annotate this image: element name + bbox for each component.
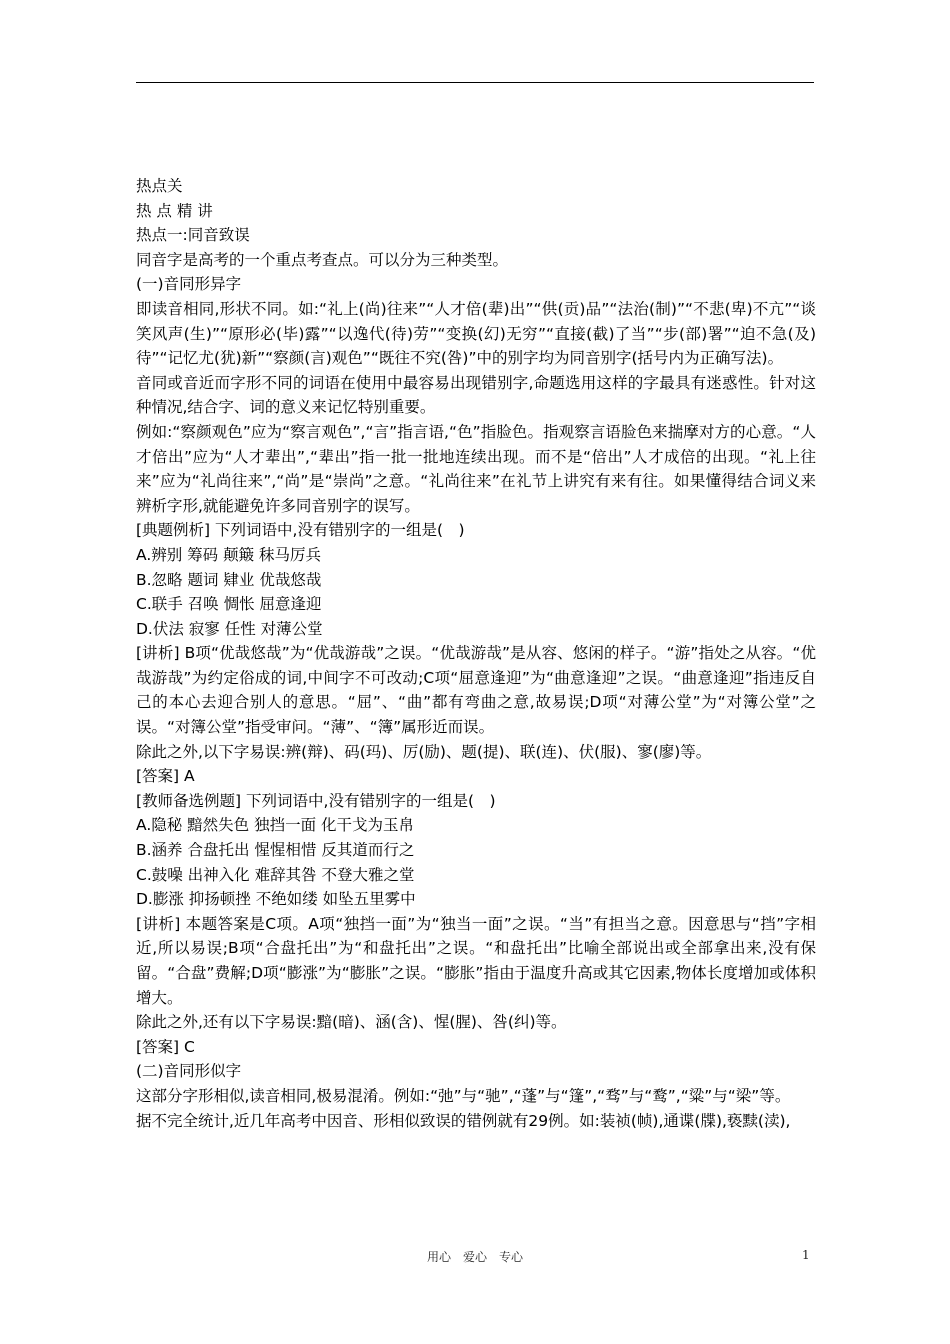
- doc-title: 热点关: [136, 177, 183, 195]
- analysis: [讲析] B项“优哉悠哉”为“优哉游哉”之误。“优哉游哉”是从容、悠闲的样子。“游”指处之从容。“优哉游哉”为约定俗成的词,中间字不可改动;C项“屈意逢迎”为“曲意逢迎”之误。“曲意逢迎”指违反自己的本心去迎合别人的意思。“屈”、“曲”都有弯曲之意,故易误;D项“对薄公堂”为“对簿公堂”之误。“对簿公堂”指受审问。“薄”、“簿”属形近而误。: [136, 644, 816, 737]
- category-heading: (一)音同形异字: [136, 275, 242, 294]
- option-a: A.辨别 筹码 颠簸 秣马厉兵: [136, 545, 322, 564]
- category-heading: (二)音同形似字: [136, 1062, 242, 1081]
- paragraph: 这部分字形相似,读音相同,极易混淆。例如:“弛”与“驰”,“蓬”与“篷”,“骛”与“鹜”,“粱”与“梁”等。: [136, 1086, 791, 1105]
- subsection-heading: 热点一:同音致误: [136, 226, 250, 245]
- option-b: B.涵养 合盘托出 惺惺相惜 反其道而行之: [136, 841, 415, 860]
- option-d: D.伏法 寂寥 任性 对薄公堂: [136, 619, 323, 638]
- answer: [答案] C: [136, 1037, 195, 1056]
- analysis: [讲析] 本题答案是C项。A项“独挡一面”为“独当一面”之误。“当”有担当之意。因意思与“挡”字相近,所以易误;B项“合盘托出”为“和盘托出”之误。“和盘托出”比喻全部说出或全部拿出来,没有保留。“合盘”费解;D项“膨涨”为“膨胀”之误。“膨胀”指由于温度升高或其它因素,物体长度增加或体积增大。: [136, 914, 816, 1007]
- section-heading: 热 点 精 讲: [136, 201, 213, 220]
- option-d: D.膨涨 抑扬顿挫 不绝如缕 如坠五里雾中: [136, 890, 416, 909]
- paragraph: 音同或音近而字形不同的词语在使用中最容易出现错别字,命题选用这样的字最具有迷惑性。针对这种情况,结合字、词的意义来记忆特别重要。: [136, 373, 816, 417]
- example-question: [教师备选例题] 下列词语中,没有错别字的一组是( ): [136, 791, 496, 810]
- answer: [答案] A: [136, 767, 195, 786]
- page-number: 1: [802, 1248, 810, 1262]
- paragraph: 除此之外,以下字易误:辨(辩)、码(玛)、厉(励)、题(提)、联(连)、伏(服)、寥(廖)等。: [136, 742, 712, 761]
- footer-motto: 用心 爱心 专心: [426, 1250, 523, 1264]
- option-a: A.隐秘 黯然失色 独挡一面 化干戈为玉帛: [136, 816, 415, 835]
- paragraph: 即读音相同,形状不同。如:“礼上(尚)往来”“人才倍(辈)出”“供(贡)品”“法治(制)”“不悲(卑)不亢”“谈笑风声(生)”“原形必(毕)露”“以逸代(待)劳”“变换(幻)无穷”“直接(截)了当”“步(部)署”“迫不急(及)待”“记忆尤(犹)新”“察颜(言)观色”“既往不究(咎)”中的别字均为同音别字(括号内为正确写法)。: [136, 299, 816, 368]
- paragraph: 据不完全统计,近几年高考中因音、形相似致误的错例就有29例。如:装祯(帧),通谍(牒),亵黩(渎),: [136, 1111, 791, 1130]
- paragraph: 同音字是高考的一个重点考查点。可以分为三种类型。: [136, 250, 509, 269]
- example-question: [典题例析] 下列词语中,没有错别字的一组是( ): [136, 521, 465, 540]
- option-c: C.鼓噪 出神入化 难辞其咎 不登大雅之堂: [136, 865, 415, 884]
- paragraph: 除此之外,还有以下字易误:黯(暗)、涵(含)、惺(腥)、咎(纠)等。: [136, 1013, 567, 1032]
- option-b: B.忽略 题词 肄业 优哉悠哉: [136, 570, 322, 589]
- document-body: [136, 174, 816, 1133]
- paragraph: 例如:“察颜观色”应为“察言观色”,“言”指言语,“色”指脸色。指观察言语脸色来揣摩对方的心意。“人才倍出”应为“人才辈出”,“辈出”指一批一批地连续出现。而不是“倍出”人才成倍的出现。“礼上往来”应为“礼尚往来”,“尚”是“崇尚”之意。“礼尚往来”在礼节上讲究有来有往。如果懂得结合词义来辨析字形,就能避免许多同音别字的误写。: [136, 422, 816, 515]
- option-c: C.联手 召唤 惆怅 屈意逢迎: [136, 595, 322, 614]
- header-rule: [136, 82, 814, 83]
